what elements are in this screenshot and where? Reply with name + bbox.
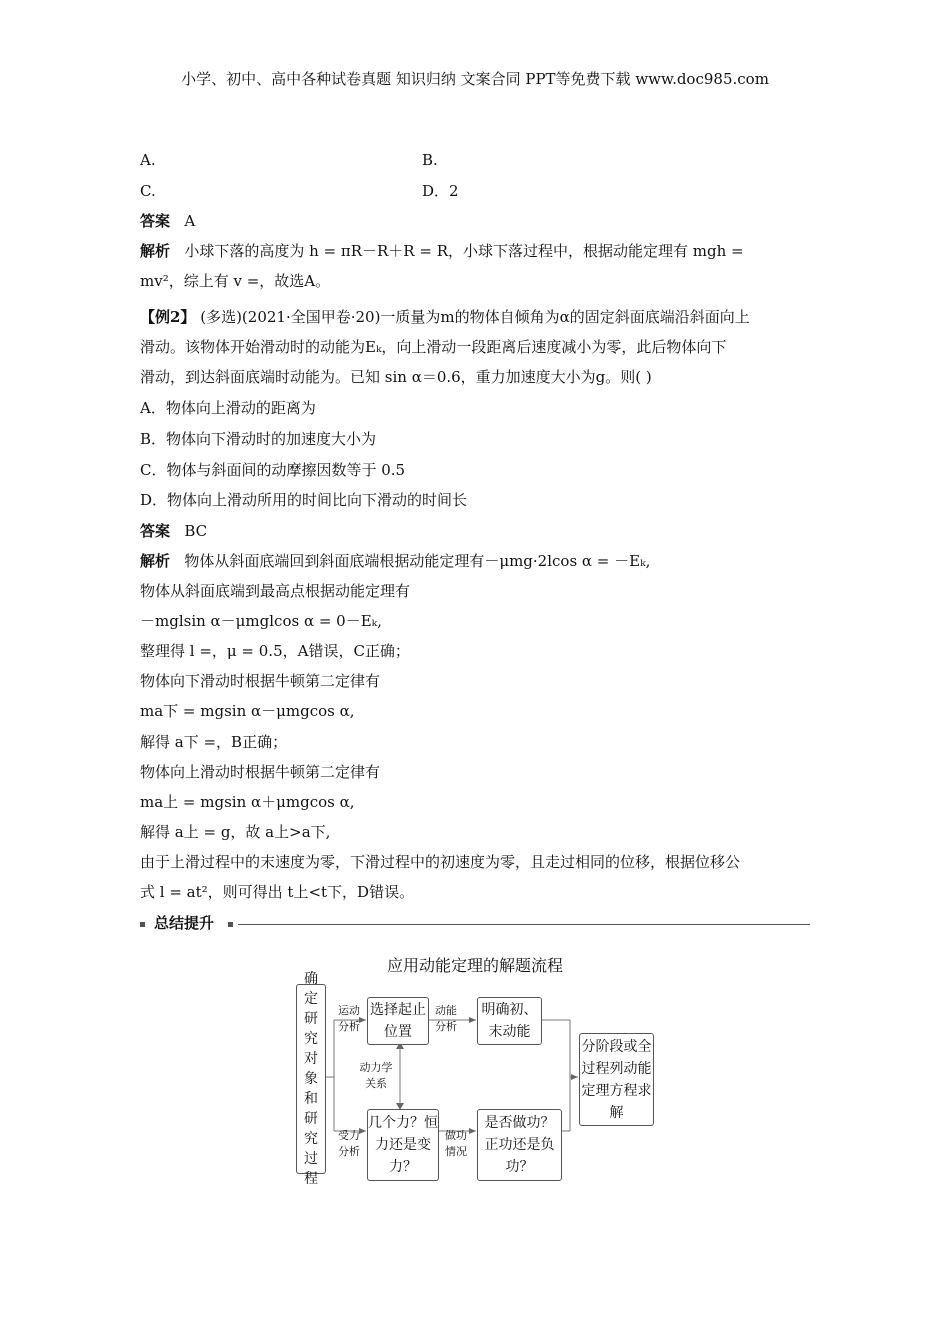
analysis-2-line: 物体从斜面底端到最高点根据动能定理有 — [140, 582, 411, 600]
label-work-situation: 做功情况 — [445, 1129, 467, 1158]
example-2-line3: 滑动，到达斜面底端时动能为。已知 sin α＝0.6，重力加速度大小为g。则( ) — [140, 368, 652, 386]
label-force-analysis: 受力分析 — [338, 1129, 360, 1158]
option-a: A. — [140, 151, 156, 169]
flow-box-final: 分阶段或全过程列动能定理方程求解 — [579, 1033, 654, 1126]
label-energy-analysis: 动能分析 — [435, 1004, 457, 1033]
analysis-2-line: 解得 a下 =，B正确； — [140, 733, 288, 751]
flow-box-clarify: 明确初、末动能 — [477, 997, 542, 1045]
analysis-2-line: 整理得 l =，μ = 0.5，A错误，C正确； — [140, 642, 410, 660]
analysis-text: 物体从斜面底端回到斜面底端根据动能定理有－μmg·2lcos α = －Eₖ, — [184, 552, 651, 570]
option-b: B. — [422, 151, 438, 169]
analysis-1-line2: mv²，综上有 v =，故选A。 — [140, 272, 331, 290]
flow-box-work: 是否做功？正功还是负功？ — [477, 1109, 562, 1181]
choice-a: A．物体向上滑动的距离为 — [140, 399, 316, 417]
analysis-label: 解析 — [140, 242, 171, 260]
flow-title: 应用动能定理的解题流程 — [386, 956, 563, 975]
summary-label: 总结提升 — [154, 914, 215, 932]
analysis-2-line: ma下 = mgsin α－μmgcos α, — [140, 702, 355, 720]
analysis-2-line: －mglsin α－μmglcos α = 0－Eₖ, — [140, 612, 382, 630]
flow-box-select: 选择起止位置 — [367, 997, 429, 1045]
choice-d: D．物体向上滑动所用的时间比向下滑动的时间长 — [140, 491, 468, 509]
example-text: (多选)(2021·全国甲卷·20)一质量为m的物体自倾角为α的固定斜面底端沿斜面向上 — [200, 308, 750, 326]
example-2-line2: 滑动。该物体开始滑动时的动能为Eₖ，向上滑动一段距离后速度减小为零，此后物体向下 — [140, 338, 727, 356]
analysis-2-line: 物体向下滑动时根据牛顿第二定律有 — [140, 672, 381, 690]
choice-b: B．物体向下滑动时的加速度大小为 — [140, 430, 377, 448]
page-header: 小学、初中、高中各种试卷真题 知识归纳 文案合同 PPT等免费下载 www.doc985.com — [181, 70, 769, 88]
flow-box-determine: 确定研究对象和研究过程 — [296, 984, 326, 1174]
option-d: D．2 — [422, 182, 459, 200]
choice-c: C．物体与斜面间的动摩擦因数等于 0.5 — [140, 461, 406, 479]
answer-label: 答案 — [140, 522, 171, 540]
analysis-2-line: 物体向上滑动时根据牛顿第二定律有 — [140, 763, 381, 781]
analysis-text: 小球下落的高度为 h = πR－R＋R = R，小球下落过程中，根据动能定理有 mgh = — [184, 242, 744, 260]
answer-value: A — [184, 212, 196, 230]
answer-value: BC — [184, 522, 208, 540]
label-dynamics: 动力学关系 — [359, 1061, 393, 1090]
example-tag: 【例2】 — [140, 308, 196, 326]
analysis-2-line: 解得 a上 = g，故 a上>a下, — [140, 823, 331, 841]
answer-label: 答案 — [140, 212, 171, 230]
analysis-2-line: ma上 = mgsin α＋μmgcos α, — [140, 793, 355, 811]
analysis-label: 解析 — [140, 552, 171, 570]
analysis-2-line: 式 l = at²，则可得出 t上<t下，D错误。 — [140, 883, 415, 901]
label-motion-analysis: 运动分析 — [338, 1004, 360, 1033]
flow-box-forces: 几个力？恒力还是变力？ — [367, 1109, 439, 1181]
option-c: C. — [140, 182, 156, 200]
analysis-2-line: 由于上滑过程中的末速度为零，下滑过程中的初速度为零，且走过相同的位移，根据位移公 — [140, 853, 741, 871]
